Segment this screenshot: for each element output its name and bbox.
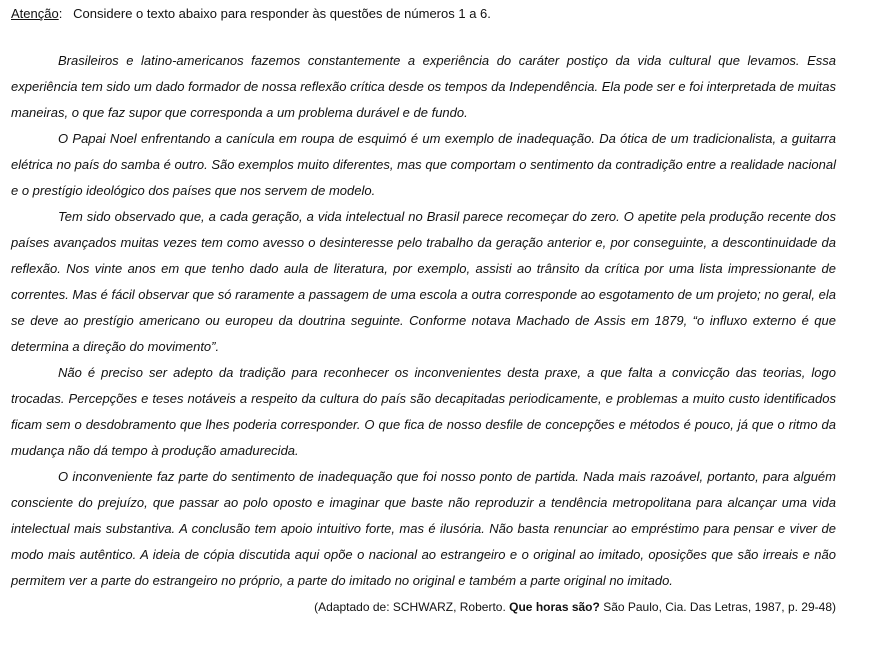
paragraph-4: Não é preciso ser adepto da tradição para reconhecer os inconvenientes desta praxe, a que falta a convicção das teorias, logo trocadas. Percepções e teses notáveis a respeito da cultura do país são decapitadas periodicamente, e problemas a muito custo identificados ficam sem o desdobramento que lhes poderia corresponder. O que fica de nosso desfile de concepções e métodos é pouco, já que o ritmo da mudança não dá tempo à produção amadurecida. [11,365,836,458]
paragraph-5: O inconveniente faz parte do sentimento de inadequação que foi nosso ponto de partida. Nada mais razoável, portanto, para alguém consciente do prejuízo, que passar ao polo oposto e imaginar que baste não reproduzir a tendência metropolitana para alcançar uma vida intelectual mais substantiva. A conclusão tem apoio intuitivo forte, mas é ilusória. Não basta renunciar ao empréstimo para pensar e viver de modo mais autêntico. A ideia de cópia discutida aqui opõe o nacional ao estrangeiro e o original ao imitado, oposições que são irreais e não permitem ver a parte do estrangeiro no próprio, a parte do imitado no original e também a parte original no imitado. [11,469,836,588]
passage-text [11,48,836,594]
source-suffix: São Paulo, Cia. Das Letras, 1987, p. 29-48) [603,600,836,614]
source-prefix: (Adaptado de: SCHWARZ, Roberto. [314,600,506,614]
attention-label: Atenção [11,6,59,21]
paragraph-2: O Papai Noel enfrentando a canícula em roupa de esquimó é um exemplo de inadequação. Da ótica de um tradicionalista, a guitarra elétrica no país do samba é outro. São exemplos muito diferentes, mas que comportam o sentimento da contradição entre a realidade nacional e o prestígio ideológico dos países que nos servem de modelo. [11,131,836,198]
attention-colon: : [58,6,63,21]
source-book-title: Que horas são? [509,600,600,614]
source-citation [11,599,836,615]
instruction-header [11,6,836,22]
paragraph-3: Tem sido observado que, a cada geração, a vida intelectual no Brasil parece recomeçar do zero. O apetite pela produção recente dos países avançados muitas vezes tem como avesso o desinteresse pelo trabalho da geração anterior e, por conseguinte, a descontinuidade da reflexão. Nos vinte anos em que tenho dado aula de literatura, por exemplo, assisti ao trânsito da crítica por uma lista impressionante de correntes. Mas é fácil observar que só raramente a passagem de uma escola a outra corresponde ao esgotamento de um projeto; no geral, ela se deve ao prestígio americano ou europeu da doutrina seguinte. Conforme notava Machado de Assis em 1879, “o influxo externo é que determina a direção do movimento”. [11,209,836,354]
paragraph-1: Brasileiros e latino-americanos fazemos constantemente a experiência do caráter postiço da vida cultural que levamos. Essa experiência tem sido um dado formador de nossa reflexão crítica desde os tempos da Independência. Ela pode ser e foi interpretada de muitas maneiras, o que faz supor que corresponda a um problema durável e de fundo. [11,53,836,120]
instruction-text: Considere o texto abaixo para responder às questões de números 1 a 6. [73,6,491,21]
